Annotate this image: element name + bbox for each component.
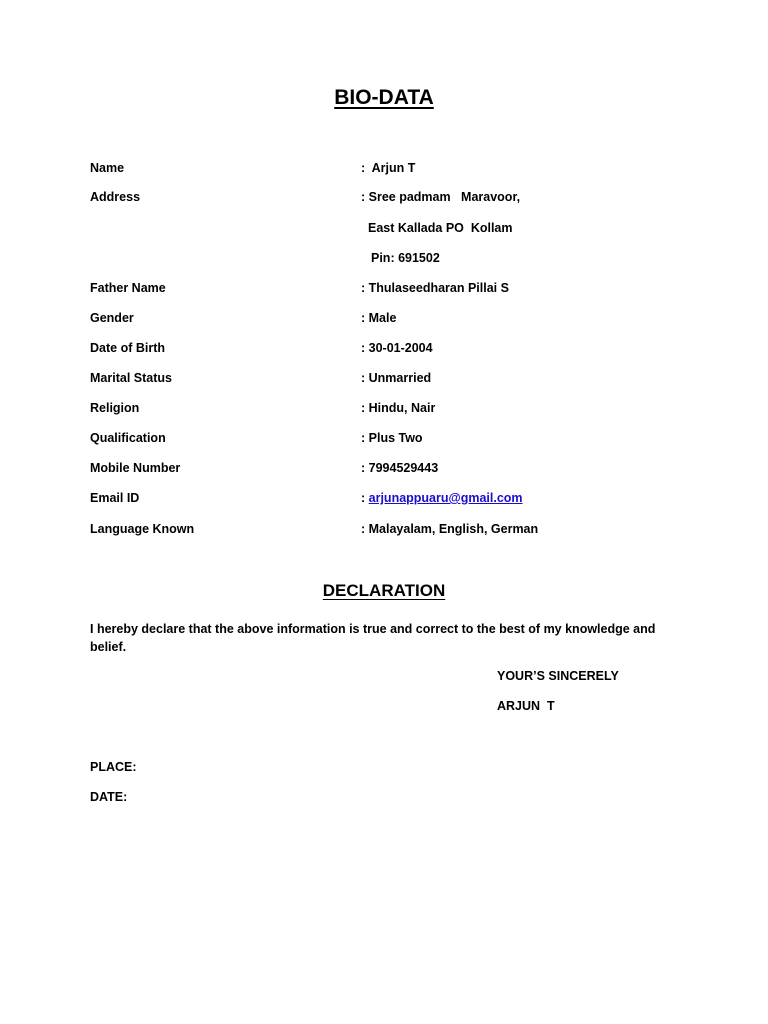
marital-status-value: : Unmarried xyxy=(361,371,432,385)
mobile-label: Mobile Number xyxy=(90,461,181,475)
email-value-row xyxy=(361,490,523,506)
email-label: Email ID xyxy=(90,491,140,505)
email-prefix: : xyxy=(361,491,369,505)
address-line-2: East Kallada PO Kollam xyxy=(368,221,513,235)
dob-label: Date of Birth xyxy=(90,341,165,355)
place-label: PLACE: xyxy=(90,760,137,774)
page-title: BIO-DATA xyxy=(334,86,434,109)
signature-name: ARJUN T xyxy=(497,699,555,713)
name-value: : Arjun T xyxy=(361,161,416,175)
marital-status-label: Marital Status xyxy=(90,371,172,385)
declaration-text: I hereby declare that the above information is true and correct to the best of my knowledge and belief. xyxy=(90,622,656,654)
language-label: Language Known xyxy=(90,522,195,536)
father-name-value: : Thulaseedharan Pillai S xyxy=(361,281,509,295)
religion-label: Religion xyxy=(90,401,140,415)
address-value: : Sree padmam Maravoor, xyxy=(361,190,521,204)
gender-label: Gender xyxy=(90,311,134,325)
qualification-value: : Plus Two xyxy=(361,431,423,445)
gender-value: : Male xyxy=(361,311,397,325)
closing-text: YOUR’S SINCERELY xyxy=(497,669,619,683)
name-label: Name xyxy=(90,161,125,175)
dob-value: : 30-01-2004 xyxy=(361,341,433,355)
address-line-3: Pin: 691502 xyxy=(371,251,440,265)
religion-value: : Hindu, Nair xyxy=(361,401,436,415)
mobile-value: : 7994529443 xyxy=(361,461,439,475)
language-value: : Malayalam, English, German xyxy=(361,522,539,536)
declaration-title: DECLARATION xyxy=(322,581,446,600)
email-link[interactable]: arjunappuaru@gmail.com xyxy=(368,491,523,505)
father-name-label: Father Name xyxy=(90,281,166,295)
address-label: Address xyxy=(90,190,141,204)
date-label: DATE: xyxy=(90,790,128,804)
qualification-label: Qualification xyxy=(90,431,166,445)
